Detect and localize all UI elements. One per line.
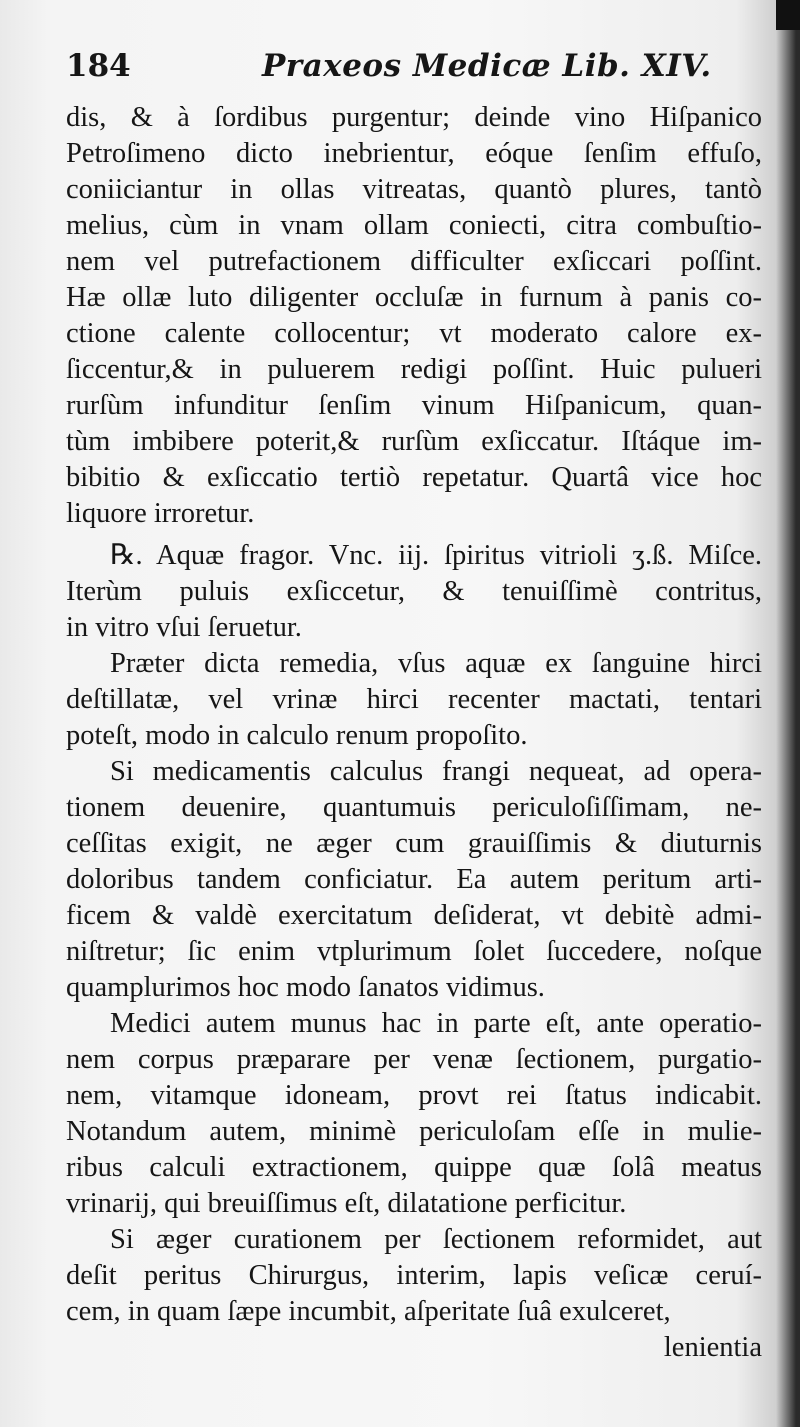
text-line: deſtillatæ, vel vrinæ hirci recenter mactati, tentari — [66, 684, 762, 715]
text-line: deſit peritus Chirurgus, interim, lapis veſicæ ceruí- — [66, 1260, 762, 1291]
text-line: tionem deuenire, quantumuis periculoſiſſimam, ne- — [66, 792, 762, 823]
text-line: in vitro vſui ſeruetur. — [66, 612, 302, 643]
text-line: doloribus tandem conficiatur. Ea autem peritum arti- — [66, 864, 762, 895]
page-number: 184 — [66, 48, 131, 84]
text-line: ribus calculi extractionem, quippe quæ ſolâ meatus — [66, 1152, 762, 1183]
text-line: poteſt, modo in calculo renum propoſito. — [66, 720, 528, 751]
text-line: Petroſimeno dicto inebrientur, eóque ſenſim effuſo, — [66, 138, 762, 169]
paragraph — [66, 754, 762, 1006]
text-line: ℞. Aquæ fragor. Vnc. iij. ſpiritus vitrioli ʒ.ß. Miſce. — [110, 540, 762, 571]
text-line: bibitio & exſiccatio tertiò repetatur. Quartâ vice hoc — [66, 462, 762, 493]
text-line: melius, cùm in vnam ollam coniecti, citra combuſtio- — [66, 210, 762, 241]
text-line: vrinarij, qui breuiſſimus eſt, dilatatione perficitur. — [66, 1188, 627, 1219]
text-line: Iterùm puluis exſiccetur, & tenuiſſimè contritus, — [66, 576, 762, 607]
text-line: nem vel putrefactionem difficulter exſiccari poſſint. — [66, 246, 762, 277]
text-line: cem, in quam ſæpe incumbit, aſperitate ſuâ exulceret, — [66, 1296, 671, 1327]
paragraph — [66, 1006, 762, 1222]
text-line: Notandum autem, minimè periculoſam eſſe in mulie- — [66, 1116, 762, 1147]
text-line: Medici autem munus hac in parte eſt, ante operatio- — [110, 1008, 762, 1039]
text-line: ctione calente collocentur; vt moderato calore ex- — [66, 318, 762, 349]
text-line: rurſùm infunditur ſenſim vinum Hiſpanicum, quan- — [66, 390, 762, 421]
text-line: nem, vitamque idoneam, provt rei ſtatus indicabit. — [66, 1080, 762, 1111]
text-line: ſiccentur,& in puluerem redigi poſſint. Huic pulueri — [66, 354, 762, 385]
text-line: ficem & valdè exercitatum deſiderat, vt debitè admi- — [66, 900, 762, 931]
text-line: ceſſitas exigit, ne æger cum grauiſſimis & diuturnis — [66, 828, 762, 859]
text-line: niſtretur; ſic enim vtplurimum ſolet ſuccedere, noſque — [66, 936, 762, 967]
text-line: tùm imbibere poterit,& rurſùm exſiccatur. Iſtáque im- — [66, 426, 762, 457]
text-line: quamplurimos hoc modo ſanatos vidimus. — [66, 972, 545, 1003]
catchword: lenientia — [663, 1332, 762, 1363]
text-line: dis, & à ſordibus purgentur; deinde vino Hiſpanico — [66, 102, 762, 133]
paragraph — [66, 646, 762, 754]
text-line: Si medicamentis calculus frangi nequeat, ad opera- — [110, 756, 762, 787]
paragraph — [66, 100, 762, 532]
text-line: liquore irroretur. — [66, 498, 255, 529]
recipe-paragraph — [66, 538, 762, 646]
running-title: Praxeos Medicæ Lib. XIV. — [262, 48, 712, 84]
paragraph — [66, 1222, 762, 1330]
text-line: nem corpus præparare per venæ ſectionem, purgatio- — [66, 1044, 762, 1075]
text-line: Si æger curationem per ſectionem reformidet, aut — [110, 1224, 762, 1255]
body-text — [66, 100, 762, 1366]
text-line: coniiciantur in ollas vitreatas, quantò plures, tantò — [66, 174, 762, 205]
text-line: Hæ ollæ luto diligenter occluſæ in furnum à panis co- — [66, 282, 762, 313]
page-header — [66, 44, 766, 94]
text-line: Præter dicta remedia, vſus aquæ ex ſanguine hirci — [110, 648, 762, 679]
